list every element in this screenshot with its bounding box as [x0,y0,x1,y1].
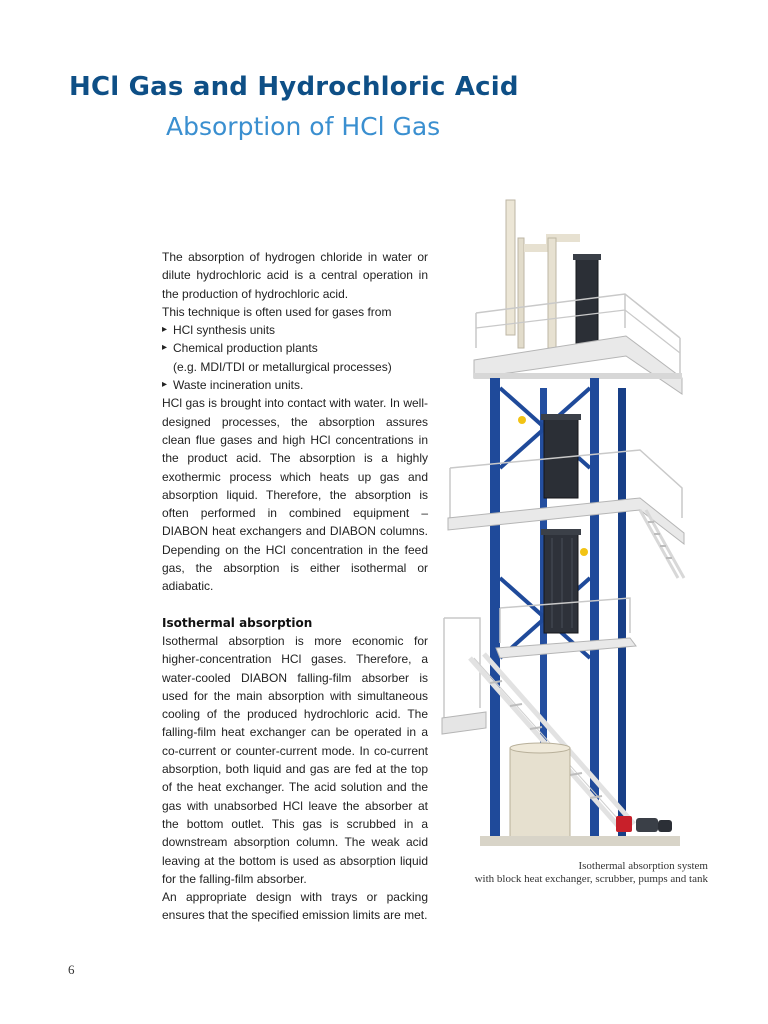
isothermal-paragraph: Isothermal absorption is more economic for higher-concentration HCl gases. Therefore, a water-cooled DIABON falling-film absorber is used for the main absorption with simultaneous cooling of the produced hydrochloric acid. The falling-film heat exchanger can be operated in a co-current or counter-current mode. In co-current absorption, both liquid and gas are fed at the top of the heat exchanger. The acid solution and the gas with unabsorbed HCl leave the absorber at the bottom outlet. This gas is scrubbed in a downstream absorption column. The weak acid leaving at the bottom is used as absorption liquid for the falling-film absorber. [162,633,428,886]
caption-line: Isothermal absorption system [578,860,708,872]
absorption-system-photo [440,188,690,850]
document-title: HCl Gas and Hydrochloric Acid [69,72,519,102]
intro-paragraph: The absorption of hydrogen chloride in water or dilute hydrochloric acid is a central operation in the production of hydrochloric acid. [162,250,428,301]
list-item-label: Chemical production plants [173,341,318,356]
list-item [162,339,428,376]
list-item-label: Waste incineration units. [173,378,304,393]
list-item-label: HCl synthesis units [173,323,276,338]
figure-caption [440,860,708,886]
list-item-detail: (e.g. MDI/TDI or metallurgical processes) [173,359,392,374]
source-list [162,321,428,394]
closing-paragraph: An appropriate design with trays or packing ensures that the specified emission limits are met. [162,890,428,923]
process-paragraph: HCl gas is brought into contact with water. In well-designed processes, the absorption assures clean flue gases and high HCl concentrations in the product acid. The absorption is a highly exothermic process which heats up gas and absorption liquid. Therefore, the absorption is often performed in combined equipment – DIABON heat exchangers and DIABON columns. Depending on the HCl concentration in the feed gas, the absorption is either isothermal or adiabatic. [162,396,428,594]
caption-line: with block heat exchanger, scrubber, pumps and tank [474,873,708,885]
list-item [162,321,428,339]
list-item [162,376,428,394]
document-subtitle: Absorption of HCl Gas [166,112,441,141]
section-heading: Isothermal absorption [162,615,313,630]
body-text-column [162,248,428,925]
page-number: 6 [68,962,75,977]
list-intro: This technique is often used for gases from [162,304,392,319]
